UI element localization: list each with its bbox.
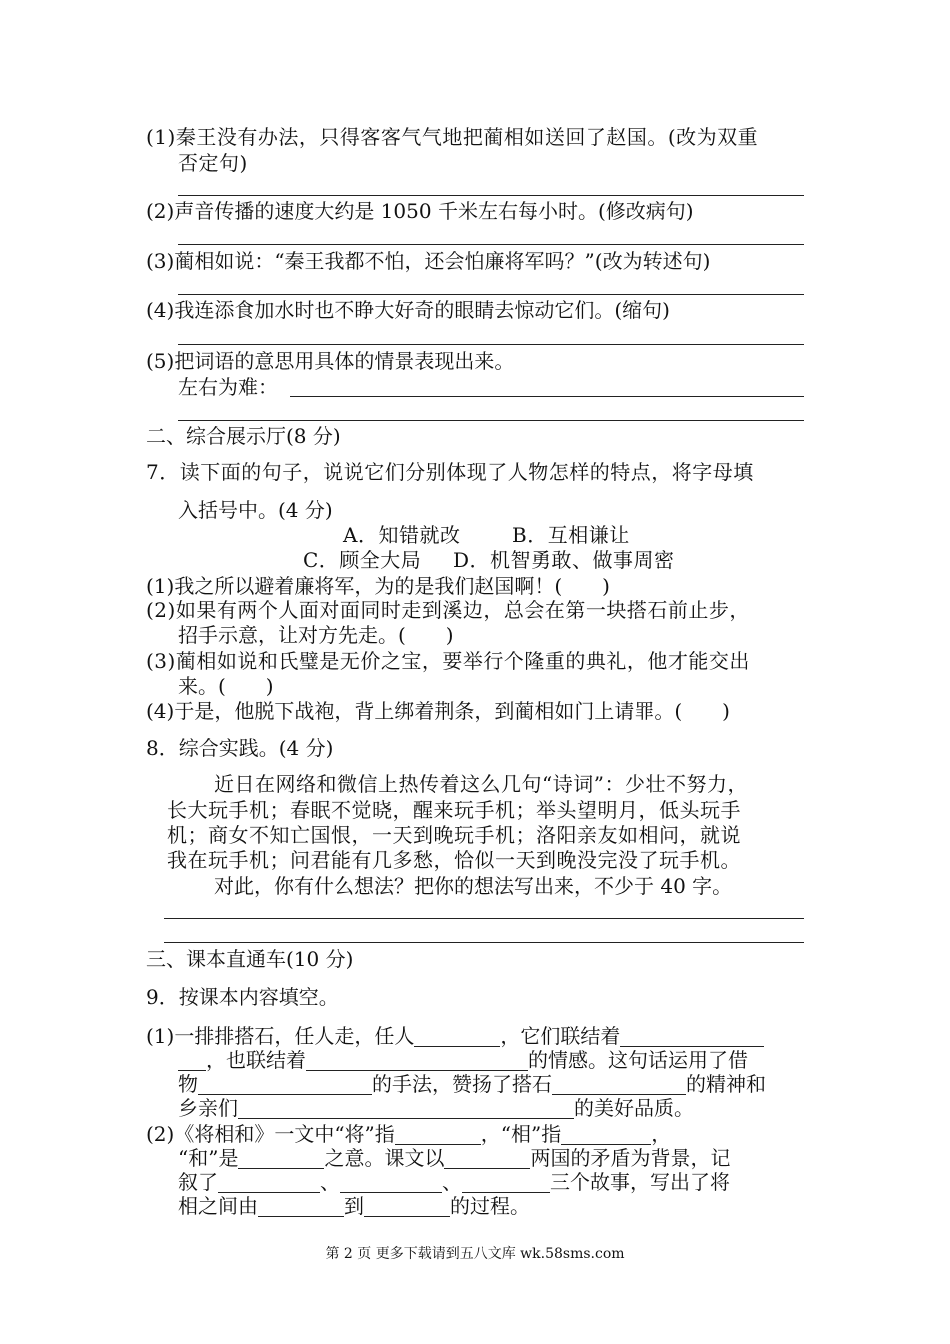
- fill-blank[interactable]: [552, 1074, 686, 1095]
- q9-text: ，也联结着: [206, 1048, 306, 1072]
- fill-blank[interactable]: [414, 1026, 500, 1047]
- q8-answer-line-1[interactable]: [164, 918, 804, 919]
- q7-heading-line-2: 入括号中。(4 分): [178, 498, 333, 522]
- fill-blank[interactable]: [258, 1196, 344, 1217]
- q9-text: 叙了: [178, 1170, 218, 1194]
- fill-blank[interactable]: [462, 1172, 550, 1193]
- q9-text: 相之间由: [178, 1194, 258, 1218]
- fill-blank[interactable]: [561, 1124, 651, 1145]
- fill-blank[interactable]: [620, 1026, 764, 1047]
- q9-text: ，它们联结着: [500, 1024, 621, 1048]
- section-2-title: 二、综合展示厅(8 分): [146, 424, 341, 448]
- q9-text: 两国的矛盾为背景，记: [530, 1146, 731, 1170]
- fill-blank[interactable]: [340, 1172, 442, 1193]
- section-3-title: 三、课本直通车(10 分): [146, 947, 354, 971]
- q9-heading: 9．按课本内容填空。: [146, 985, 339, 1009]
- q6-answer-line-3[interactable]: [178, 294, 804, 295]
- q9-text: 的美好品质。: [574, 1096, 694, 1120]
- q9-text: 物: [178, 1072, 198, 1096]
- fill-blank[interactable]: [178, 1050, 206, 1071]
- fill-blank[interactable]: [198, 1074, 372, 1095]
- q9-text: 之意。课文以: [324, 1146, 445, 1170]
- q6-sentence-2: (2)声音传播的速度大约是 1050 千米左右每小时。(修改病句): [146, 199, 694, 223]
- q8-prompt: 对此，你有什么想法？把你的想法写出来，不少于 40 字。: [214, 874, 733, 898]
- q9-part-2-line-2: [178, 1146, 730, 1170]
- q9-part-2-line-4: [178, 1194, 530, 1218]
- q6-sentence-5-label: 左右为难：: [178, 375, 278, 399]
- q9-text: 的情感。这句话运用了借: [528, 1048, 748, 1072]
- q6-sentence-1-instruction: 否定句): [178, 151, 248, 175]
- q7-item-2-line-2: 招手示意，让对方先走。( ): [178, 623, 454, 647]
- q6-sentence-3: (3)蔺相如说：“秦王我都不怕，还会怕廉将军吗？”(改为转述句): [146, 249, 711, 273]
- fill-blank[interactable]: [395, 1124, 481, 1145]
- q7-item-3-line-2: 来。( ): [178, 674, 274, 698]
- q6-answer-line-5b[interactable]: [178, 420, 804, 421]
- q9-text: (2)《将相和》一文中“将”指: [146, 1122, 395, 1146]
- q8-answer-line-2[interactable]: [164, 942, 804, 943]
- q7-option-d: D．机智勇敢、做事周密: [453, 548, 675, 572]
- q6-sentence-4: (4)我连添食加水时也不睁大好奇的眼睛去惊动它们。(缩句): [146, 298, 670, 322]
- q9-text: 乡亲们: [178, 1096, 238, 1120]
- fill-blank[interactable]: [218, 1172, 320, 1193]
- q9-text: “和”是: [178, 1146, 239, 1170]
- q9-text: 、: [320, 1170, 340, 1194]
- q8-heading: 8．综合实践。(4 分): [146, 736, 334, 760]
- q6-answer-line-2[interactable]: [178, 244, 804, 245]
- q9-text: 的精神和: [686, 1072, 766, 1096]
- page-footer: 第 2 页 更多下载请到五八文库 wk.58sms.com: [325, 1246, 625, 1262]
- q8-passage-line-2: 长大玩手机；春眠不觉晓，醒来玩手机；举头望明月，低头玩手: [167, 798, 741, 822]
- q9-part-1-line-1: [146, 1024, 764, 1048]
- q7-heading-line-1: 7．读下面的句子，说说它们分别体现了人物怎样的特点，将字母填: [146, 460, 754, 484]
- q8-passage-line-3: 机；商女不知亡国恨，一天到晚玩手机；洛阳亲友如相问，就说: [167, 823, 741, 847]
- q7-item-3-line-1: (3)蔺相如说和氏璧是无价之宝，要举行个隆重的典礼，他才能交出: [146, 649, 750, 673]
- q7-option-a: A．知错就改: [343, 523, 461, 547]
- q6-answer-line-1[interactable]: [178, 195, 804, 196]
- q7-option-b: B．互相谦让: [512, 523, 630, 547]
- fill-blank[interactable]: [238, 1148, 324, 1169]
- q9-part-2-line-3: [178, 1170, 730, 1194]
- fill-blank[interactable]: [306, 1050, 528, 1071]
- fill-blank[interactable]: [444, 1148, 530, 1169]
- q6-answer-line-4[interactable]: [178, 344, 804, 345]
- q8-passage-line-1: 近日在网络和微信上热传着这么几句“诗词”：少壮不努力，: [214, 772, 748, 796]
- q9-text: 、: [442, 1170, 462, 1194]
- q6-sentence-1: (1)秦王没有办法，只得客客气气地把蔺相如送回了赵国。(改为双重: [146, 125, 759, 149]
- q6-answer-line-5a[interactable]: [290, 396, 804, 397]
- q6-sentence-5: (5)把词语的意思用具体的情景表现出来。: [146, 349, 515, 373]
- q9-text: ，“相”指: [480, 1122, 562, 1146]
- fill-blank[interactable]: [238, 1098, 574, 1119]
- fill-blank[interactable]: [364, 1196, 450, 1217]
- q8-passage-line-4: 我在玩手机；问君能有几多愁，恰似一天到晚没完没了玩手机。: [167, 848, 741, 872]
- q7-item-4: (4)于是，他脱下战袍，背上绑着荆条，到蔺相如门上请罪。( ): [146, 699, 730, 723]
- q9-part-1-line-2: [178, 1048, 748, 1072]
- q9-text: 的手法，赞扬了搭石: [372, 1072, 552, 1096]
- q7-item-2-line-1: (2)如果有两个人面对面同时走到溪边，总会在第一块搭石前止步，: [146, 598, 750, 622]
- q9-part-2-line-1: [146, 1122, 671, 1146]
- q9-part-1-line-3: [178, 1072, 766, 1096]
- q9-text: ，: [651, 1122, 672, 1146]
- q9-text: 到: [344, 1194, 364, 1218]
- q9-part-1-line-4: [178, 1096, 694, 1120]
- q9-text: (1)一排排搭石，任人走，任人: [146, 1024, 415, 1048]
- q9-text: 的过程。: [450, 1194, 530, 1218]
- q9-text: 三个故事，写出了将: [550, 1170, 730, 1194]
- q7-option-c: C．顾全大局: [303, 548, 422, 572]
- q7-item-1: (1)我之所以避着廉将军，为的是我们赵国啊！( ): [146, 574, 610, 598]
